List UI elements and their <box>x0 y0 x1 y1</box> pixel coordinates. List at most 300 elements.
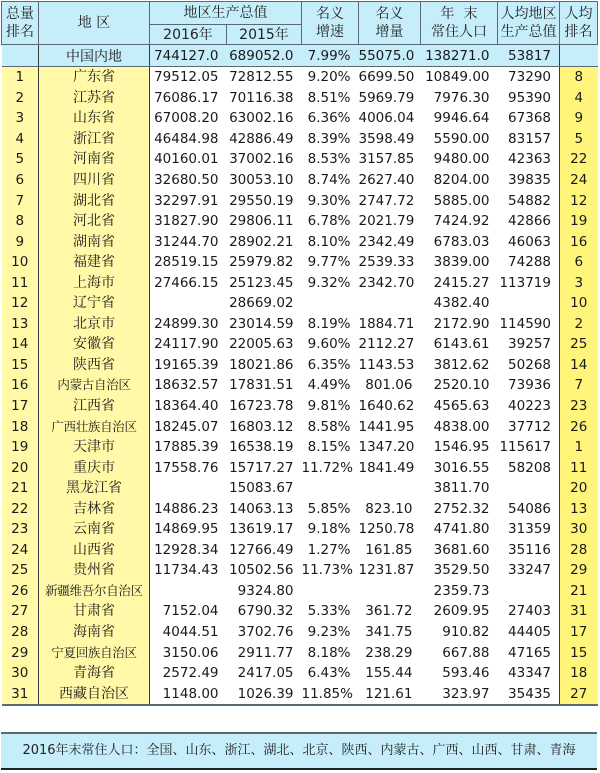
population-cell: 3529.50 <box>421 560 498 581</box>
gdp-2015-cell: 23014.59 <box>227 314 302 335</box>
table-row <box>2 293 598 314</box>
growth-cell: 8.53% <box>302 149 359 170</box>
gdp-2016-cell: 67008.20 <box>150 108 227 129</box>
rank-cell: 31 <box>2 683 39 705</box>
gdp-2015-cell: 16803.12 <box>227 416 302 437</box>
header-rank-total-line1: 总量 <box>6 6 34 22</box>
growth-cell: 6.43% <box>302 663 359 684</box>
gdp-2015-cell: 18021.86 <box>227 355 302 376</box>
gdp-2016-cell: 32680.50 <box>150 170 227 191</box>
increment-cell: 238.29 <box>359 642 421 663</box>
per-capita-cell: 40223 <box>498 396 560 417</box>
gdp-table <box>1 1 598 706</box>
header-increment-line1: 名义 <box>375 6 404 22</box>
rank-cell: 15 <box>2 355 39 376</box>
gdp-2015-cell: 25123.45 <box>227 272 302 293</box>
population-cell: 6143.61 <box>421 334 498 355</box>
per-capita-rank-cell: 2 <box>560 314 598 335</box>
increment-cell: 1441.95 <box>359 416 421 437</box>
per-capita-rank-cell: 16 <box>560 231 598 252</box>
population-cell: 2172.90 <box>421 314 498 335</box>
footer-note: 2016年末常住人口：全国、山东、浙江、湖北、北京、陕西、内蒙古、广西、山西、甘肃、青海 <box>1 732 597 770</box>
per-capita-rank-cell: 23 <box>560 396 598 417</box>
gdp-2016-cell: 18632.57 <box>150 375 227 396</box>
region-cell: 宁夏回族自治区 <box>39 642 150 663</box>
table-row <box>2 375 598 396</box>
region-cell: 内蒙古自治区 <box>39 375 150 396</box>
growth-cell <box>302 293 359 314</box>
region-cell: 辽宁省 <box>39 293 150 314</box>
region-cell: 上海市 <box>39 272 150 293</box>
total-gdp-2016: 744127.0 <box>150 45 227 67</box>
rank-cell: 29 <box>2 642 39 663</box>
rank-cell: 16 <box>2 375 39 396</box>
per-capita-cell <box>498 581 560 602</box>
header-population-line1: 年 末 <box>440 6 478 22</box>
increment-cell: 2539.33 <box>359 252 421 273</box>
rank-cell: 1 <box>2 67 39 88</box>
population-cell: 7424.92 <box>421 211 498 232</box>
growth-cell: 6.78% <box>302 211 359 232</box>
region-cell: 广东省 <box>39 67 150 88</box>
growth-cell: 9.23% <box>302 622 359 643</box>
gdp-2015-cell: 16538.19 <box>227 437 302 458</box>
rank-cell: 4 <box>2 129 39 150</box>
region-cell: 陕西省 <box>39 355 150 376</box>
table-row <box>2 314 598 335</box>
table-row <box>2 149 598 170</box>
total-region: 中国内地 <box>39 45 150 67</box>
gdp-2016-cell: 12928.34 <box>150 540 227 561</box>
gdp-2016-cell: 27466.15 <box>150 272 227 293</box>
per-capita-cell: 31359 <box>498 519 560 540</box>
population-cell: 4741.80 <box>421 519 498 540</box>
population-cell: 3812.62 <box>421 355 498 376</box>
rank-cell: 11 <box>2 272 39 293</box>
gdp-2016-cell: 40160.01 <box>150 149 227 170</box>
region-cell: 甘肃省 <box>39 601 150 622</box>
rank-cell: 23 <box>2 519 39 540</box>
per-capita-rank-cell: 13 <box>560 498 598 519</box>
per-capita-cell: 50268 <box>498 355 560 376</box>
table-row <box>2 560 598 581</box>
per-capita-rank-cell: 26 <box>560 416 598 437</box>
table-row <box>2 170 598 191</box>
per-capita-rank-cell: 28 <box>560 540 598 561</box>
increment-cell <box>359 581 421 602</box>
total-increment: 55075.0 <box>359 45 421 67</box>
header-gdp-2015: 2015年 <box>227 25 302 45</box>
header-population <box>421 2 498 45</box>
per-capita-rank-cell: 15 <box>560 642 598 663</box>
population-cell: 323.97 <box>421 683 498 705</box>
per-capita-cell: 54882 <box>498 190 560 211</box>
gdp-2015-cell: 6790.32 <box>227 601 302 622</box>
per-capita-rank-cell: 29 <box>560 560 598 581</box>
gdp-2015-cell: 22005.63 <box>227 334 302 355</box>
population-cell: 3811.70 <box>421 478 498 499</box>
per-capita-rank-cell: 6 <box>560 252 598 273</box>
header-population-line2: 常住人口 <box>431 24 487 40</box>
rank-cell: 14 <box>2 334 39 355</box>
region-cell: 海南省 <box>39 622 150 643</box>
gdp-2016-cell: 32297.91 <box>150 190 227 211</box>
gdp-2015-cell: 13619.17 <box>227 519 302 540</box>
table-body <box>2 45 598 705</box>
rank-cell: 13 <box>2 314 39 335</box>
per-capita-cell: 54086 <box>498 498 560 519</box>
increment-cell: 361.72 <box>359 601 421 622</box>
gdp-2016-cell: 17558.76 <box>150 457 227 478</box>
region-cell: 湖南省 <box>39 231 150 252</box>
per-capita-rank-cell: 31 <box>560 601 598 622</box>
header-per-capita-line1: 人均地区 <box>500 6 557 22</box>
population-cell: 2520.10 <box>421 375 498 396</box>
per-capita-cell: 95390 <box>498 88 560 109</box>
table-row <box>2 498 598 519</box>
increment-cell: 801.06 <box>359 375 421 396</box>
per-capita-cell <box>498 293 560 314</box>
increment-cell <box>359 293 421 314</box>
gdp-2015-cell: 25979.82 <box>227 252 302 273</box>
increment-cell: 155.44 <box>359 663 421 684</box>
rank-cell: 2 <box>2 88 39 109</box>
region-cell: 北京市 <box>39 314 150 335</box>
increment-cell: 1143.53 <box>359 355 421 376</box>
table-row <box>2 683 598 705</box>
gdp-2015-cell: 2417.05 <box>227 663 302 684</box>
region-cell: 新疆维吾尔自治区 <box>39 581 150 602</box>
table-row <box>2 478 598 499</box>
growth-cell: 8.58% <box>302 416 359 437</box>
population-cell: 1546.95 <box>421 437 498 458</box>
population-cell: 5590.00 <box>421 129 498 150</box>
per-capita-cell: 113719 <box>498 272 560 293</box>
table-row <box>2 334 598 355</box>
per-capita-cell: 43347 <box>498 663 560 684</box>
growth-cell: 9.20% <box>302 67 359 88</box>
per-capita-rank-cell: 18 <box>560 663 598 684</box>
per-capita-rank-cell: 1 <box>560 437 598 458</box>
per-capita-rank-cell: 8 <box>560 67 598 88</box>
region-cell: 湖北省 <box>39 190 150 211</box>
increment-cell: 2627.40 <box>359 170 421 191</box>
gdp-2015-cell: 42886.49 <box>227 129 302 150</box>
header-per-capita-line2: 生产总值 <box>500 24 557 40</box>
gdp-2016-cell: 28519.15 <box>150 252 227 273</box>
table-row <box>2 437 598 458</box>
per-capita-rank-cell: 3 <box>560 272 598 293</box>
per-capita-cell: 46063 <box>498 231 560 252</box>
gdp-2015-cell: 30053.10 <box>227 170 302 191</box>
rank-cell: 24 <box>2 540 39 561</box>
table-row <box>2 88 598 109</box>
population-cell: 2609.95 <box>421 601 498 622</box>
gdp-2015-cell: 10502.56 <box>227 560 302 581</box>
per-capita-cell: 73936 <box>498 375 560 396</box>
population-cell: 5885.00 <box>421 190 498 211</box>
per-capita-rank-cell: 21 <box>560 581 598 602</box>
table-row <box>2 67 598 88</box>
increment-cell: 121.61 <box>359 683 421 705</box>
table-row <box>2 540 598 561</box>
rank-cell: 30 <box>2 663 39 684</box>
header-per-capita <box>498 2 560 45</box>
population-cell: 4565.63 <box>421 396 498 417</box>
per-capita-cell: 83157 <box>498 129 560 150</box>
gdp-2016-cell: 3150.06 <box>150 642 227 663</box>
increment-cell: 4006.04 <box>359 108 421 129</box>
total-gdp-2015: 689052.0 <box>227 45 302 67</box>
gdp-2015-cell: 72812.55 <box>227 67 302 88</box>
increment-cell: 1250.78 <box>359 519 421 540</box>
gdp-2016-cell <box>150 581 227 602</box>
per-capita-cell: 67368 <box>498 108 560 129</box>
gdp-2016-cell: 18364.40 <box>150 396 227 417</box>
per-capita-cell: 27403 <box>498 601 560 622</box>
growth-cell: 9.77% <box>302 252 359 273</box>
header-growth-rate <box>302 2 359 45</box>
table-row <box>2 231 598 252</box>
gdp-2015-cell: 3702.76 <box>227 622 302 643</box>
gdp-2016-cell: 24899.30 <box>150 314 227 335</box>
header-per-capita-rank <box>560 2 598 45</box>
rank-cell: 10 <box>2 252 39 273</box>
rank-cell: 6 <box>2 170 39 191</box>
rank-cell: 28 <box>2 622 39 643</box>
header-rank-total-line2: 排名 <box>6 24 34 40</box>
rank-cell: 9 <box>2 231 39 252</box>
growth-cell: 9.30% <box>302 190 359 211</box>
rank-cell: 21 <box>2 478 39 499</box>
region-cell: 吉林省 <box>39 498 150 519</box>
header-growth-line1: 名义 <box>316 6 344 22</box>
population-cell: 3681.60 <box>421 540 498 561</box>
table-row <box>2 396 598 417</box>
region-cell: 四川省 <box>39 170 150 191</box>
growth-cell: 5.85% <box>302 498 359 519</box>
region-cell: 天津市 <box>39 437 150 458</box>
gdp-2015-cell: 15083.67 <box>227 478 302 499</box>
total-per-capita-rank <box>560 45 598 67</box>
increment-cell <box>359 478 421 499</box>
region-cell: 江苏省 <box>39 88 150 109</box>
per-capita-cell: 115617 <box>498 437 560 458</box>
per-capita-cell: 47165 <box>498 642 560 663</box>
total-growth: 7.99% <box>302 45 359 67</box>
gdp-2016-cell <box>150 478 227 499</box>
population-cell: 3016.55 <box>421 457 498 478</box>
growth-cell: 9.81% <box>302 396 359 417</box>
rank-cell: 17 <box>2 396 39 417</box>
increment-cell: 1231.87 <box>359 560 421 581</box>
per-capita-cell: 42363 <box>498 149 560 170</box>
per-capita-rank-cell: 10 <box>560 293 598 314</box>
gdp-2016-cell: 1148.00 <box>150 683 227 705</box>
increment-cell: 1347.20 <box>359 437 421 458</box>
gdp-2015-cell: 70116.38 <box>227 88 302 109</box>
increment-cell: 2747.72 <box>359 190 421 211</box>
increment-cell: 1884.71 <box>359 314 421 335</box>
gdp-ranking-sheet <box>0 1 600 773</box>
table-row <box>2 416 598 437</box>
rank-cell: 18 <box>2 416 39 437</box>
table-row <box>2 663 598 684</box>
region-cell: 河北省 <box>39 211 150 232</box>
table-row <box>2 622 598 643</box>
increment-cell: 341.75 <box>359 622 421 643</box>
per-capita-rank-cell: 4 <box>560 88 598 109</box>
region-cell: 青海省 <box>39 663 150 684</box>
gdp-2015-cell: 14063.13 <box>227 498 302 519</box>
gdp-2015-cell: 1026.39 <box>227 683 302 705</box>
rank-cell: 20 <box>2 457 39 478</box>
region-cell: 西藏自治区 <box>39 683 150 705</box>
header-region: 地 区 <box>39 2 150 45</box>
per-capita-cell: 35435 <box>498 683 560 705</box>
population-cell: 7976.30 <box>421 88 498 109</box>
header-per-capita-rank-line2: 排名 <box>564 24 593 40</box>
growth-cell: 9.60% <box>302 334 359 355</box>
per-capita-cell: 44405 <box>498 622 560 643</box>
region-cell: 河南省 <box>39 149 150 170</box>
region-cell: 安徽省 <box>39 334 150 355</box>
growth-cell: 9.18% <box>302 519 359 540</box>
per-capita-cell <box>498 478 560 499</box>
per-capita-cell: 42866 <box>498 211 560 232</box>
per-capita-cell: 73290 <box>498 67 560 88</box>
population-cell: 9480.00 <box>421 149 498 170</box>
table-row <box>2 272 598 293</box>
region-cell: 浙江省 <box>39 129 150 150</box>
gdp-2015-cell: 28669.02 <box>227 293 302 314</box>
rank-cell: 22 <box>2 498 39 519</box>
table-row <box>2 108 598 129</box>
growth-cell: 11.85% <box>302 683 359 705</box>
growth-cell: 8.18% <box>302 642 359 663</box>
growth-cell: 8.51% <box>302 88 359 109</box>
total-per-capita: 53817 <box>498 45 560 67</box>
gdp-2016-cell: 11734.43 <box>150 560 227 581</box>
gdp-2015-cell: 29806.11 <box>227 211 302 232</box>
per-capita-cell: 74288 <box>498 252 560 273</box>
population-cell: 667.88 <box>421 642 498 663</box>
increment-cell: 2342.49 <box>359 231 421 252</box>
per-capita-cell: 39257 <box>498 334 560 355</box>
population-cell: 910.82 <box>421 622 498 643</box>
region-cell: 江西省 <box>39 396 150 417</box>
rank-cell: 12 <box>2 293 39 314</box>
gdp-2016-cell <box>150 293 227 314</box>
gdp-2016-cell: 19165.39 <box>150 355 227 376</box>
growth-cell: 8.39% <box>302 129 359 150</box>
increment-cell: 6699.50 <box>359 67 421 88</box>
table-row <box>2 355 598 376</box>
region-cell: 广西壮族自治区 <box>39 416 150 437</box>
header-gdp-group: 地区生产总值 <box>150 2 302 25</box>
table-row <box>2 642 598 663</box>
growth-cell: 4.49% <box>302 375 359 396</box>
growth-cell: 6.36% <box>302 108 359 129</box>
per-capita-rank-cell: 9 <box>560 108 598 129</box>
gdp-2015-cell: 16723.78 <box>227 396 302 417</box>
increment-cell: 2112.27 <box>359 334 421 355</box>
per-capita-rank-cell: 22 <box>560 149 598 170</box>
rank-cell: 3 <box>2 108 39 129</box>
growth-cell: 9.32% <box>302 272 359 293</box>
per-capita-cell: 114590 <box>498 314 560 335</box>
region-cell: 重庆市 <box>39 457 150 478</box>
table-row <box>2 581 598 602</box>
increment-cell: 3157.85 <box>359 149 421 170</box>
header-rank-total <box>2 2 39 45</box>
population-cell: 3839.00 <box>421 252 498 273</box>
increment-cell: 161.85 <box>359 540 421 561</box>
per-capita-rank-cell: 11 <box>560 457 598 478</box>
increment-cell: 5969.79 <box>359 88 421 109</box>
per-capita-rank-cell: 7 <box>560 375 598 396</box>
gdp-2016-cell: 18245.07 <box>150 416 227 437</box>
increment-cell: 2342.70 <box>359 272 421 293</box>
header-increment-line2: 增量 <box>375 24 404 40</box>
gdp-2015-cell: 12766.49 <box>227 540 302 561</box>
table-row <box>2 190 598 211</box>
gdp-2016-cell: 31244.70 <box>150 231 227 252</box>
rank-cell: 5 <box>2 149 39 170</box>
total-rank <box>2 45 39 67</box>
population-cell: 593.46 <box>421 663 498 684</box>
population-cell: 4382.40 <box>421 293 498 314</box>
growth-cell: 5.33% <box>302 601 359 622</box>
per-capita-rank-cell: 25 <box>560 334 598 355</box>
increment-cell: 2021.79 <box>359 211 421 232</box>
per-capita-cell: 58208 <box>498 457 560 478</box>
gdp-2015-cell: 28902.21 <box>227 231 302 252</box>
growth-cell: 8.10% <box>302 231 359 252</box>
population-cell: 8204.00 <box>421 170 498 191</box>
per-capita-rank-cell: 5 <box>560 129 598 150</box>
gdp-2016-cell: 24117.90 <box>150 334 227 355</box>
region-cell: 云南省 <box>39 519 150 540</box>
header-increment <box>359 2 421 45</box>
per-capita-rank-cell: 30 <box>560 519 598 540</box>
region-cell: 贵州省 <box>39 560 150 581</box>
gdp-2015-cell: 9324.80 <box>227 581 302 602</box>
increment-cell: 3598.49 <box>359 129 421 150</box>
gdp-2016-cell: 76086.17 <box>150 88 227 109</box>
gdp-2015-cell: 63002.16 <box>227 108 302 129</box>
growth-cell: 1.27% <box>302 540 359 561</box>
header-row-top <box>2 2 598 25</box>
header-growth-line2: 增速 <box>316 24 344 40</box>
header-gdp-2016: 2016年 <box>150 25 227 45</box>
gdp-2015-cell: 15717.27 <box>227 457 302 478</box>
per-capita-rank-cell: 24 <box>560 170 598 191</box>
gdp-2016-cell: 7152.04 <box>150 601 227 622</box>
table-row <box>2 457 598 478</box>
rank-cell: 27 <box>2 601 39 622</box>
gdp-2016-cell: 79512.05 <box>150 67 227 88</box>
population-cell: 2415.27 <box>421 272 498 293</box>
growth-cell <box>302 478 359 499</box>
per-capita-rank-cell: 17 <box>560 622 598 643</box>
population-cell: 2752.32 <box>421 498 498 519</box>
per-capita-rank-cell: 19 <box>560 211 598 232</box>
population-cell: 2359.73 <box>421 581 498 602</box>
rank-cell: 8 <box>2 211 39 232</box>
per-capita-rank-cell: 27 <box>560 683 598 705</box>
growth-cell: 11.72% <box>302 457 359 478</box>
